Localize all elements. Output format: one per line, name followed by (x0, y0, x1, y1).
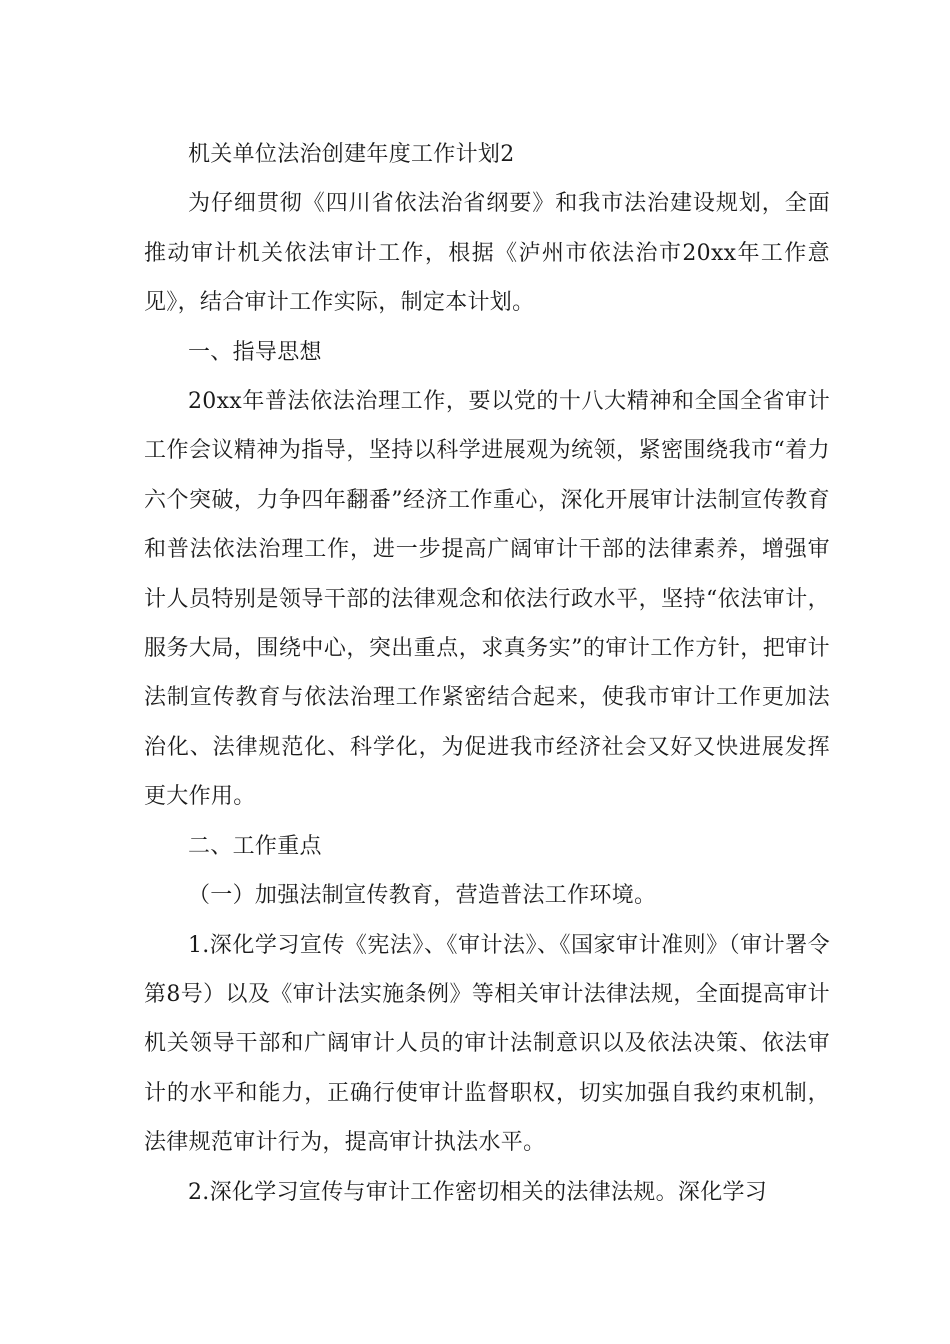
paragraph-guiding-ideology: 20xx年普法依法治理工作，要以党的十八大精神和全国全省审计工作会议精神为指导，坚持以科学进展观为统领，紧密围绕我市“着力六个突破，力争四年翻番”经济工作重心，深化开展审计法制宣传教育和普法依法治理工作，进一步提高广阔审计干部的法律素养，增强审计人员特别是领导干部的法律观念和依法行政水平，坚持“依法审计，服务大局，围绕中心，突出重点，求真务实”的审计工作方针，把审计法制宣传教育与依法治理工作紧密结合起来，使我市审计工作更加法治化、法律规范化、科学化，为促进我市经济社会又好又快进展发挥更大作用。 (144, 389, 830, 810)
section-heading-work-focus: 二、工作重点 (188, 833, 322, 859)
document-title: 机关单位法治创建年度工作计划2 (188, 142, 515, 167)
paragraph-item-2: 2.深化学习宣传与审计工作密切相关的法律法规。深化学习 (188, 1179, 768, 1205)
paragraph-intro: 为仔细贯彻《四川省依法治省纲要》和我市法治建设规划，全面推动审计机关依法审计工作，根据《泸州市依法治市20xx年工作意见》，结合审计工作实际，制定本计划。 (144, 191, 830, 316)
section-heading-guiding-ideology: 一、指导思想 (188, 339, 322, 365)
subsection-heading-1: （一）加强法制宣传教育，营造普法工作环境。 (188, 883, 657, 909)
document-body (144, 130, 830, 1217)
paragraph-item-1: 1.深化学习宣传《宪法》、《审计法》、《国家审计准则》（审计署令第8号）以及《审计法实施条例》等相关审计法律法规，全面提高审计机关领导干部和广阔审计人员的审计法制意识以及依法决策、依法审计的水平和能力，正确行使审计监督职权，切实加强自我约束机制，法律规范审计行为，提高审计执法水平。 (144, 932, 830, 1156)
